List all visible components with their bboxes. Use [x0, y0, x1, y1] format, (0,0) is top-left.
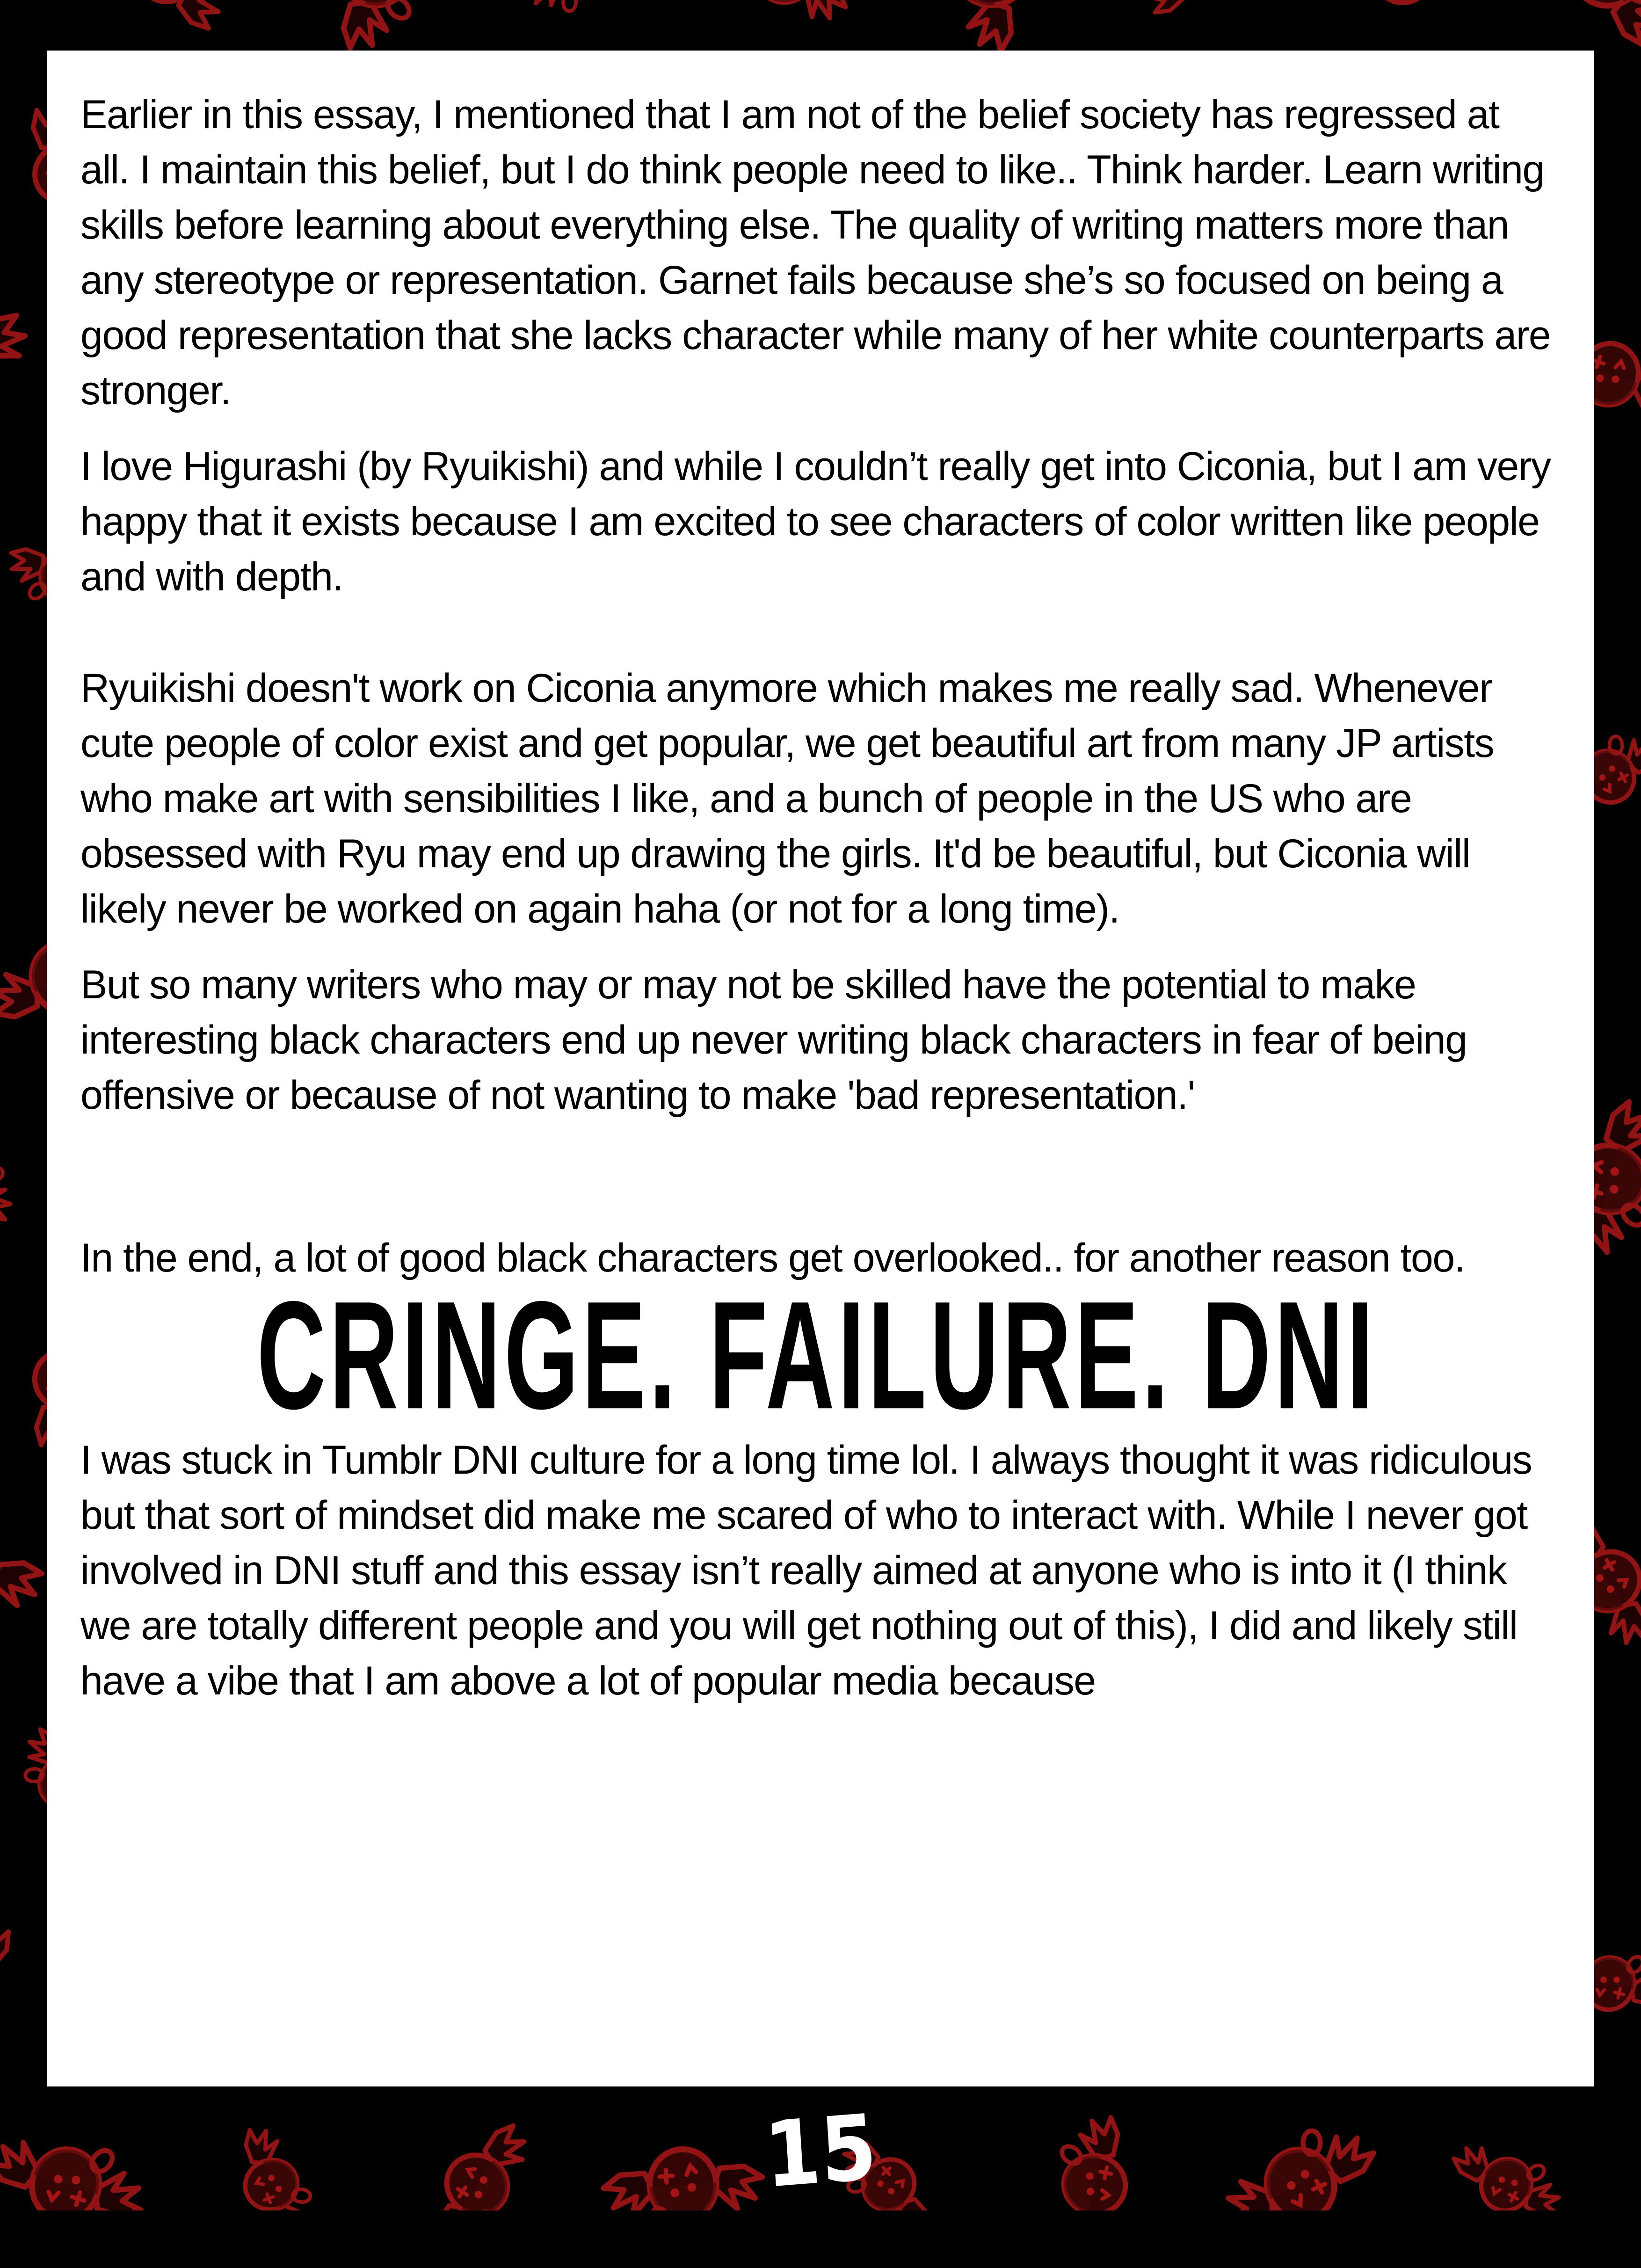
page-number: 15	[761, 2094, 880, 2209]
essay-paragraph: I was stuck in Tumblr DNI culture for a long time lol. I always thought it was ridiculous but that sort of mindset did make me scared of who to interact with. While I never got involved in DNI stuff and this essay isn’t really aimed at anyone who is into it (I think we are totally different people and you will get nothing out of this), I did and likely still have a vibe that I am above a lot of popular media because	[80, 1438, 1532, 1703]
essay-paragraph: Ryuikishi doesn't work on Ciconia anymore which makes me really sad. Whenever cute people of color exist and get popular, we get beautiful art from many JP artists who make art with sensibilities I like, and a bunch of people in the US who are obsessed with Ryu may end up drawing the girls. It'd be beautiful, but Ciconia will likely never be worked on again haha (or not for a long time).	[80, 666, 1494, 931]
section-headline-text: CRINGE. FAILURE. DNI	[257, 1269, 1377, 1441]
section-headline	[80, 1269, 1553, 1441]
essay-paragraph: In the end, a lot of good black characters get overlooked.. for another reason too.	[80, 1236, 1465, 1280]
essay-paragraph: Earlier in this essay, I mentioned that I am not of the belief society has regressed at all. I maintain this belief, but I do think people need to like.. Think harder. Learn writing skills before learning about everything else. The quality of writing matters more than any stereotype or representation. Garnet fails because she’s so focused on being a good representation that she lacks character while many of her white counterparts are stronger.	[80, 92, 1551, 413]
essay-paragraph: But so many writers who may or may not be skilled have the potential to make interesting black characters end up never writing black characters in fear of being offensive or because of not wanting to make 'bad representation.'	[80, 962, 1467, 1118]
essay-paragraph: I love Higurashi (by Ryuikishi) and while I couldn’t really get into Ciconia, but I am very happy that it exists because I am excited to see characters of color written like people and with depth.	[80, 444, 1551, 599]
essay-sheet	[47, 51, 1594, 2086]
